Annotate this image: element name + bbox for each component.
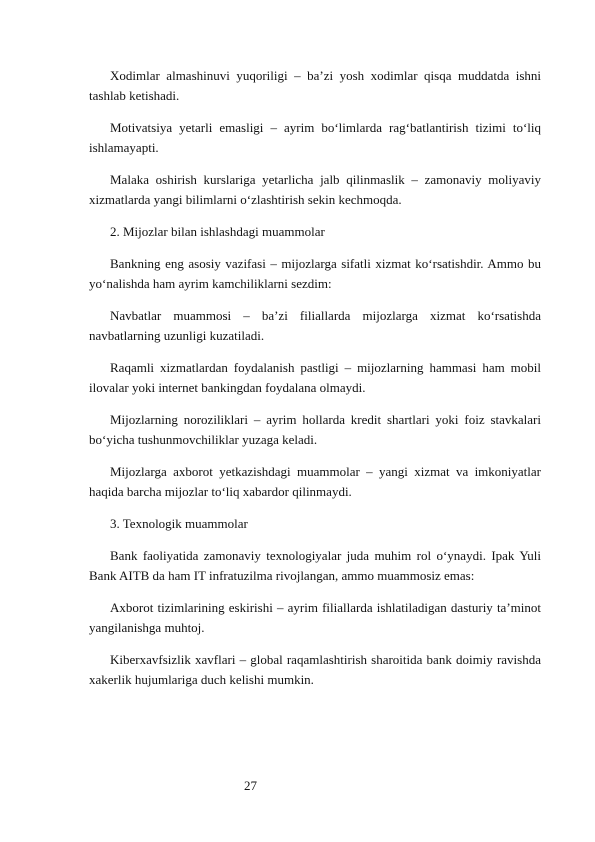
paragraph-outdated-systems: Axborot tizimlarining eskirishi – ayrim filiallarda ishlatiladigan dasturiy ta’minot yangilanishga muhtoj. <box>89 600 541 635</box>
paragraph-queues: Navbatlar muammosi – ba’zi filiallarda mijozlarga xizmat ko‘rsatishda navbatlarning uzunligi kuzatiladi. <box>89 308 541 343</box>
section-heading-clients: 2. Mijozlar bilan ishlashdagi muammolar <box>110 224 325 239</box>
paragraph-technology-intro: Bank faoliyatida zamonaviy texnologiyalar juda muhim rol o‘ynaydi. Ipak Yuli Bank AITB da ham IT infratuzilma rivojlangan, ammo muammosiz emas: <box>89 548 541 583</box>
paragraph-training: Malaka oshirish kurslariga yetarlicha jalb qilinmaslik – zamonaviy moliyaviy xizmatlarda yangi bilimlarni o‘zlashtirish sekin kechmoqda. <box>89 172 541 207</box>
paragraph-cybersecurity: Kiberxavfsizlik xavflari – global raqamlashtirish sharoitida bank doimiy ravishda xakerlik hujumlariga duch kelishi mumkin. <box>89 652 541 687</box>
paragraph-motivation: Motivatsiya yetarli emasligi – ayrim bo‘limlarda rag‘batlantirish tizimi to‘liq ishlamayapti. <box>89 120 541 155</box>
paragraph-complaints: Mijozlarning noroziliklari – ayrim hollarda kredit shartlari yoki foiz stavkalari bo‘yicha tushunmovchiliklar yuzaga keladi. <box>89 412 541 447</box>
paragraph-digital-services: Raqamli xizmatlardan foydalanish pastligi – mijozlarning hammasi ham mobil ilovalar yoki internet bankingdan foydalana olmaydi. <box>89 360 541 395</box>
paragraph-information: Mijozlarga axborot yetkazishdagi muammolar – yangi xizmat va imkoniyatlar haqida barcha mijozlar to‘liq xabardor qilinmaydi. <box>89 464 541 499</box>
page-number: 27 <box>244 778 257 793</box>
document-body <box>89 66 541 702</box>
paragraph-staff-turnover: Xodimlar almashinuvi yuqoriligi – ba’zi yosh xodimlar qisqa muddatda ishni tashlab ketishadi. <box>89 68 541 103</box>
paragraph-clients-intro: Bankning eng asosiy vazifasi – mijozlarga sifatli xizmat ko‘rsatishdir. Ammo bu yo‘nalishda ham ayrim kamchiliklarni sezdim: <box>89 256 541 291</box>
section-heading-technology: 3. Texnologik muammolar <box>110 516 248 531</box>
